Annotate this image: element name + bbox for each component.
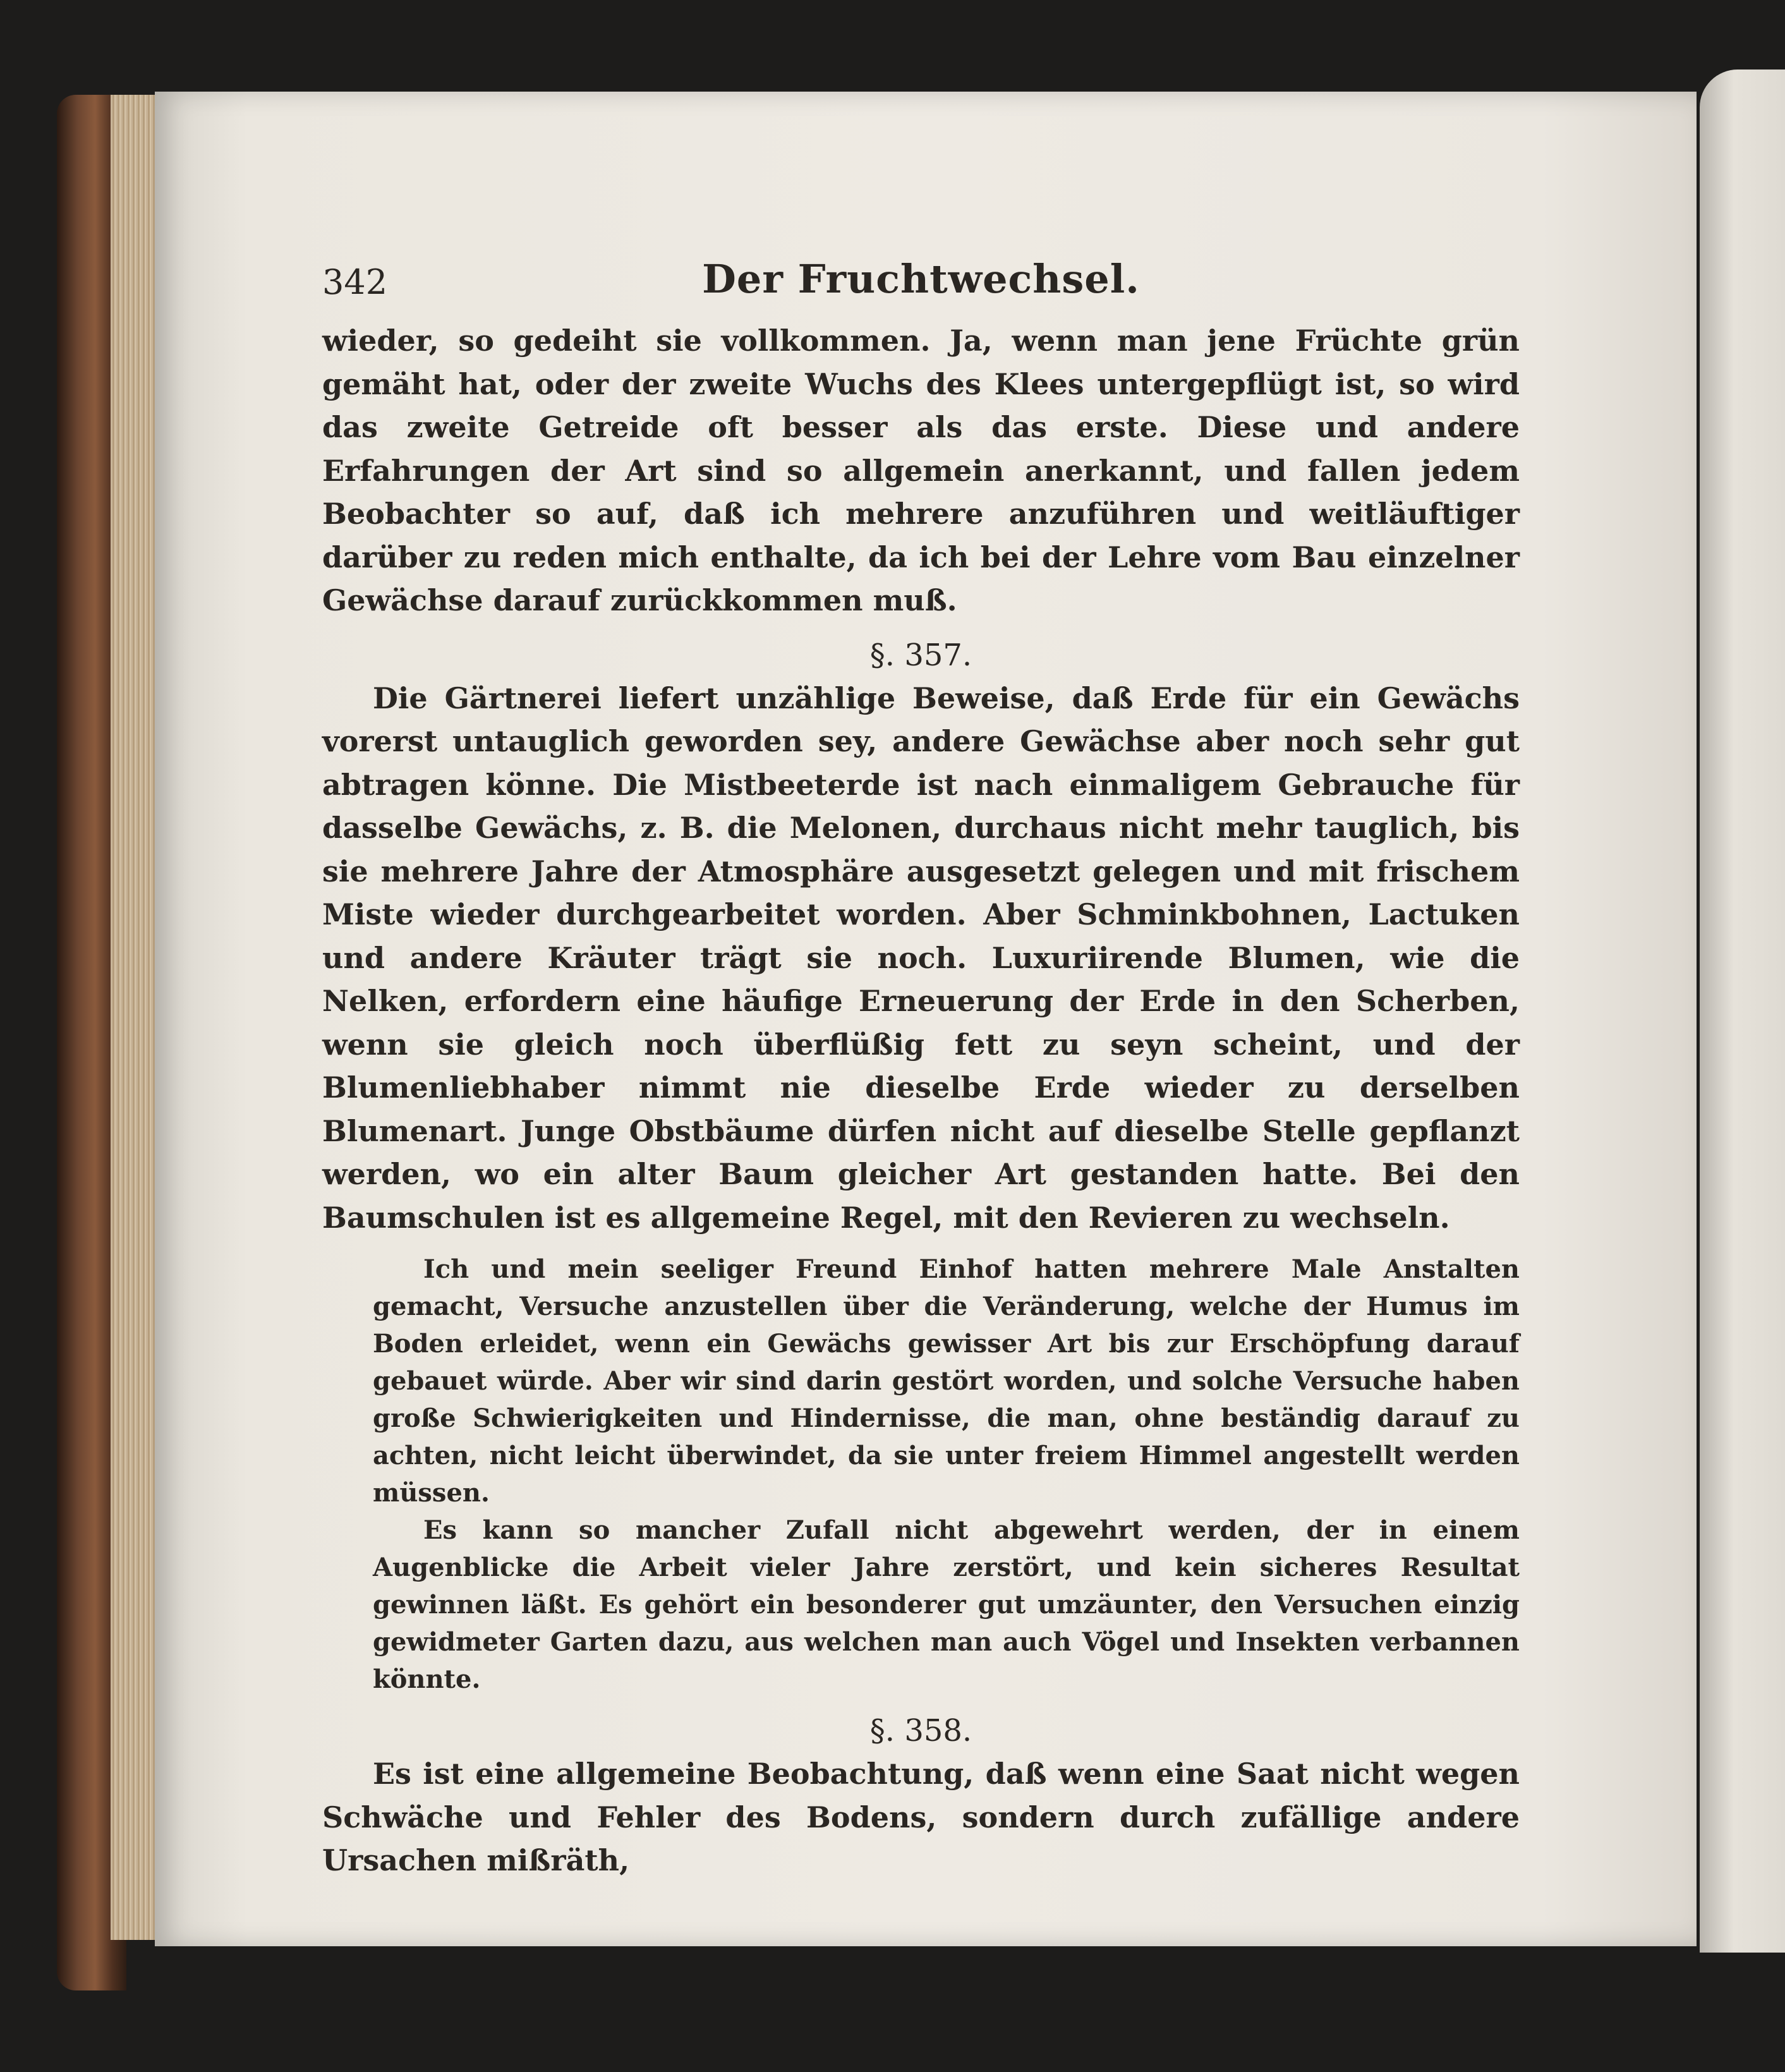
continuation-paragraph: wieder, so gedeiht sie vollkommen. Ja, wenn man jene Früchte grün gemäht hat, oder der zweite Wuchs des Klees untergepflügt ist, so wird das zweite Getreide oft besser als das erste. Diese und andere Erfahrungen der Art sind so allgemein anerkannt, und fallen jedem Beobachter so auf, daß ich mehrere anzuführen und weitläuftiger darüber zu reden mich enthalte, da ich bei der Lehre vom Bau einzelner Gewächse darauf zurückkommen muß.	[322, 324, 1520, 617]
section-heading-358: §. 358.	[869, 1713, 972, 1748]
facing-page-edge	[1700, 70, 1785, 1953]
running-head: Der Fruchtwechsel.	[702, 256, 1140, 302]
page-header	[322, 250, 1520, 319]
page-number: 342	[322, 262, 388, 302]
section-357-note-2: Es kann so mancher Zufall nicht abgewehrt werden, der in einem Augenblicke die Arbeit vieler Jahre zerstört, und kein sicheres Resultat gewinnen läßt. Es gehört ein besonderer gut umzäunter, den Versuchen einzig gewidmeter Garten dazu, aus welchen man auch Vögel und Insekten verbannen könnte.	[373, 1515, 1520, 1694]
section-heading-357: §. 357.	[869, 637, 972, 673]
section-357-note-1: Ich und mein seeliger Freund Einhof hatten mehrere Male Anstalten gemacht, Versuche anzustellen über die Veränderung, welche der Humus im Boden erleidet, wenn ein Gewächs gewisser Art bis zur Erschöpfung darauf gebauet würde. Aber wir sind darin gestört worden, und solche Versuche haben große Schwierigkeiten und Hindernisse, die man, ohne beständig darauf zu achten, nicht leicht überwindet, da sie unter freiem Himmel angestellt werden müssen.	[373, 1254, 1520, 1508]
section-358-paragraph: Es ist eine allgemeine Beobachtung, daß wenn eine Saat nicht wegen Schwäche und Fehler des Bodens, sondern durch zufällige andere Ursachen mißräth,	[322, 1757, 1520, 1877]
section-357-paragraph: Die Gärtnerei liefert unzählige Beweise, daß Erde für ein Gewächs vorerst untauglich geworden sey, andere Gewächse aber noch sehr gut abtragen könne. Die Mistbeeterde ist nach einmaligem Gebrauche für dasselbe Gewächs, z. B. die Melonen, durchaus nicht mehr tauglich, bis sie mehrere Jahre der Atmosphäre ausgesetzt gelegen und mit frischem Miste wieder durchgearbeitet worden. Aber Schminkbohnen, Lactuken und andere Kräuter trägt sie noch. Luxuriirende Blumen, wie die Nelken, erfordern eine häufige Erneuerung der Erde in den Scherben, wenn sie gleich noch überflüßig fett zu seyn scheint, und der Blumenliebhaber nimmt nie dieselbe Erde wieder zu derselben Blumenart. Junge Obstbäume dürfen nicht auf dieselbe Stelle gepflanzt werden, wo ein alter Baum gleicher Art gestanden hatte. Bei den Baumschulen ist es allgemeine Regel, mit den Revieren zu wechseln.	[322, 681, 1520, 1235]
page-text	[322, 250, 1520, 1877]
